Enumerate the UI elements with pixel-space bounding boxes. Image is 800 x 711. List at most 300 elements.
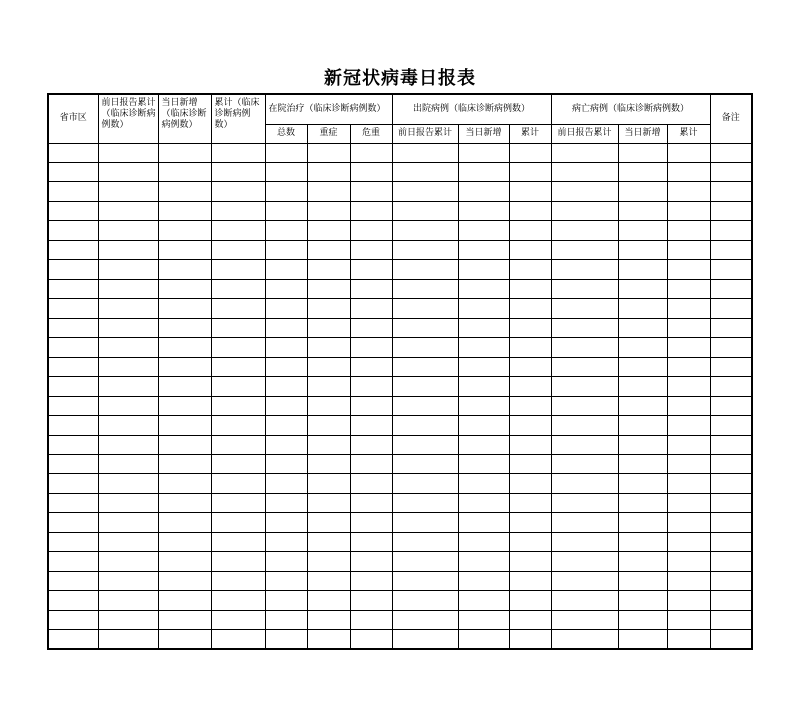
table-cell[interactable] [458,279,509,298]
table-cell[interactable] [710,221,752,240]
table-cell[interactable] [48,435,98,454]
table-cell[interactable] [265,416,307,435]
table-cell[interactable] [158,571,211,590]
table-cell[interactable] [211,396,265,415]
table-cell[interactable] [307,143,350,162]
table-cell[interactable] [551,630,618,649]
table-cell[interactable] [551,571,618,590]
table-cell[interactable] [551,201,618,220]
table-cell[interactable] [98,377,158,396]
table-cell[interactable] [710,377,752,396]
table-cell[interactable] [618,338,667,357]
table-cell[interactable] [667,591,710,610]
table-cell[interactable] [509,240,551,259]
table-cell[interactable] [307,162,350,181]
table-cell[interactable] [392,182,458,201]
table-cell[interactable] [265,162,307,181]
table-cell[interactable] [48,396,98,415]
table-cell[interactable] [551,240,618,259]
table-cell[interactable] [618,201,667,220]
table-cell[interactable] [350,377,392,396]
table-cell[interactable] [211,474,265,493]
table-cell[interactable] [350,630,392,649]
table-cell[interactable] [350,240,392,259]
table-cell[interactable] [158,162,211,181]
table-cell[interactable] [350,513,392,532]
table-cell[interactable] [618,240,667,259]
table-cell[interactable] [392,416,458,435]
table-cell[interactable] [392,513,458,532]
table-cell[interactable] [158,260,211,279]
table-cell[interactable] [98,338,158,357]
table-cell[interactable] [710,260,752,279]
table-cell[interactable] [265,201,307,220]
table-cell[interactable] [307,201,350,220]
table-cell[interactable] [392,630,458,649]
table-cell[interactable] [392,493,458,512]
table-cell[interactable] [265,240,307,259]
table-cell[interactable] [158,143,211,162]
table-cell[interactable] [509,377,551,396]
table-cell[interactable] [48,630,98,649]
table-cell[interactable] [265,493,307,512]
table-cell[interactable] [48,299,98,318]
table-cell[interactable] [98,162,158,181]
table-cell[interactable] [509,416,551,435]
table-cell[interactable] [392,318,458,337]
table-cell[interactable] [710,416,752,435]
table-cell[interactable] [551,143,618,162]
table-cell[interactable] [48,221,98,240]
table-cell[interactable] [551,338,618,357]
table-cell[interactable] [158,532,211,551]
table-cell[interactable] [551,396,618,415]
table-cell[interactable] [350,610,392,629]
table-cell[interactable] [48,182,98,201]
table-cell[interactable] [48,571,98,590]
table-cell[interactable] [98,571,158,590]
table-cell[interactable] [98,396,158,415]
table-cell[interactable] [509,591,551,610]
table-cell[interactable] [667,162,710,181]
table-cell[interactable] [98,532,158,551]
table-cell[interactable] [509,630,551,649]
table-cell[interactable] [458,610,509,629]
table-cell[interactable] [98,201,158,220]
table-cell[interactable] [392,474,458,493]
table-cell[interactable] [98,513,158,532]
table-cell[interactable] [211,435,265,454]
table-cell[interactable] [392,591,458,610]
table-cell[interactable] [265,474,307,493]
table-cell[interactable] [710,182,752,201]
table-cell[interactable] [265,455,307,474]
table-cell[interactable] [307,182,350,201]
table-cell[interactable] [618,182,667,201]
table-cell[interactable] [265,435,307,454]
table-cell[interactable] [458,201,509,220]
table-cell[interactable] [350,338,392,357]
table-cell[interactable] [458,532,509,551]
table-cell[interactable] [211,240,265,259]
table-cell[interactable] [98,260,158,279]
table-cell[interactable] [458,162,509,181]
table-cell[interactable] [211,630,265,649]
table-cell[interactable] [307,513,350,532]
table-cell[interactable] [48,318,98,337]
table-cell[interactable] [667,299,710,318]
table-cell[interactable] [350,182,392,201]
table-cell[interactable] [392,260,458,279]
table-cell[interactable] [710,474,752,493]
table-cell[interactable] [509,221,551,240]
table-cell[interactable] [551,318,618,337]
table-cell[interactable] [211,493,265,512]
table-cell[interactable] [265,396,307,415]
table-cell[interactable] [710,630,752,649]
table-cell[interactable] [211,279,265,298]
table-cell[interactable] [509,610,551,629]
table-cell[interactable] [211,201,265,220]
table-cell[interactable] [350,162,392,181]
table-cell[interactable] [667,240,710,259]
table-cell[interactable] [618,299,667,318]
table-cell[interactable] [392,279,458,298]
table-cell[interactable] [350,260,392,279]
table-cell[interactable] [667,318,710,337]
table-cell[interactable] [458,416,509,435]
table-cell[interactable] [98,474,158,493]
table-cell[interactable] [350,201,392,220]
table-cell[interactable] [98,630,158,649]
table-cell[interactable] [667,201,710,220]
table-cell[interactable] [48,338,98,357]
table-cell[interactable] [458,474,509,493]
table-cell[interactable] [509,435,551,454]
table-cell[interactable] [158,416,211,435]
table-cell[interactable] [158,591,211,610]
table-cell[interactable] [307,474,350,493]
table-cell[interactable] [458,377,509,396]
table-cell[interactable] [307,260,350,279]
table-cell[interactable] [158,182,211,201]
table-cell[interactable] [98,318,158,337]
table-cell[interactable] [667,143,710,162]
table-cell[interactable] [350,143,392,162]
table-cell[interactable] [307,240,350,259]
table-cell[interactable] [551,513,618,532]
table-cell[interactable] [458,240,509,259]
table-cell[interactable] [158,299,211,318]
table-cell[interactable] [551,552,618,571]
table-cell[interactable] [98,240,158,259]
table-cell[interactable] [551,182,618,201]
table-cell[interactable] [350,474,392,493]
table-cell[interactable] [307,416,350,435]
table-cell[interactable] [350,221,392,240]
table-cell[interactable] [211,513,265,532]
table-cell[interactable] [48,552,98,571]
table-cell[interactable] [551,493,618,512]
table-cell[interactable] [551,377,618,396]
table-cell[interactable] [265,299,307,318]
table-cell[interactable] [158,513,211,532]
table-cell[interactable] [307,221,350,240]
table-cell[interactable] [618,416,667,435]
table-cell[interactable] [307,299,350,318]
table-cell[interactable] [667,455,710,474]
table-cell[interactable] [158,493,211,512]
table-cell[interactable] [710,162,752,181]
table-cell[interactable] [307,377,350,396]
table-cell[interactable] [350,357,392,376]
table-cell[interactable] [458,513,509,532]
table-cell[interactable] [48,416,98,435]
table-cell[interactable] [98,416,158,435]
table-cell[interactable] [551,279,618,298]
table-cell[interactable] [98,279,158,298]
table-cell[interactable] [509,474,551,493]
table-cell[interactable] [458,455,509,474]
table-cell[interactable] [667,513,710,532]
table-cell[interactable] [158,240,211,259]
table-cell[interactable] [458,260,509,279]
table-cell[interactable] [307,630,350,649]
table-cell[interactable] [48,201,98,220]
table-cell[interactable] [392,435,458,454]
table-cell[interactable] [710,571,752,590]
table-cell[interactable] [458,338,509,357]
table-cell[interactable] [618,571,667,590]
table-cell[interactable] [350,279,392,298]
table-cell[interactable] [265,513,307,532]
table-cell[interactable] [667,571,710,590]
table-cell[interactable] [350,552,392,571]
table-cell[interactable] [551,474,618,493]
table-cell[interactable] [158,630,211,649]
table-cell[interactable] [710,552,752,571]
table-cell[interactable] [211,338,265,357]
table-cell[interactable] [307,610,350,629]
table-cell[interactable] [667,357,710,376]
table-cell[interactable] [710,279,752,298]
table-cell[interactable] [392,396,458,415]
table-cell[interactable] [158,396,211,415]
table-cell[interactable] [392,299,458,318]
table-cell[interactable] [618,279,667,298]
table-cell[interactable] [98,221,158,240]
table-cell[interactable] [265,591,307,610]
table-cell[interactable] [211,357,265,376]
table-cell[interactable] [211,318,265,337]
table-cell[interactable] [211,162,265,181]
table-cell[interactable] [265,532,307,551]
table-cell[interactable] [307,396,350,415]
table-cell[interactable] [211,143,265,162]
table-cell[interactable] [710,455,752,474]
table-cell[interactable] [350,455,392,474]
table-cell[interactable] [618,435,667,454]
table-cell[interactable] [458,299,509,318]
table-cell[interactable] [509,571,551,590]
table-cell[interactable] [265,338,307,357]
table-cell[interactable] [618,474,667,493]
table-cell[interactable] [307,279,350,298]
table-cell[interactable] [158,435,211,454]
table-cell[interactable] [509,201,551,220]
table-cell[interactable] [551,435,618,454]
table-cell[interactable] [509,162,551,181]
table-cell[interactable] [48,357,98,376]
table-cell[interactable] [392,221,458,240]
table-cell[interactable] [509,493,551,512]
table-cell[interactable] [509,552,551,571]
table-cell[interactable] [307,493,350,512]
table-cell[interactable] [710,143,752,162]
table-cell[interactable] [509,182,551,201]
table-cell[interactable] [48,610,98,629]
table-cell[interactable] [48,279,98,298]
table-cell[interactable] [509,279,551,298]
table-cell[interactable] [158,318,211,337]
table-cell[interactable] [509,299,551,318]
table-cell[interactable] [350,591,392,610]
table-cell[interactable] [551,591,618,610]
table-cell[interactable] [667,610,710,629]
table-cell[interactable] [392,610,458,629]
table-cell[interactable] [551,610,618,629]
table-cell[interactable] [551,357,618,376]
table-cell[interactable] [458,396,509,415]
table-cell[interactable] [48,143,98,162]
table-cell[interactable] [458,318,509,337]
table-cell[interactable] [307,357,350,376]
table-cell[interactable] [710,435,752,454]
table-cell[interactable] [509,338,551,357]
table-cell[interactable] [667,260,710,279]
table-cell[interactable] [98,552,158,571]
table-cell[interactable] [48,474,98,493]
table-cell[interactable] [98,299,158,318]
table-cell[interactable] [211,552,265,571]
table-cell[interactable] [158,377,211,396]
table-cell[interactable] [551,299,618,318]
table-cell[interactable] [350,299,392,318]
table-cell[interactable] [265,630,307,649]
table-cell[interactable] [48,240,98,259]
table-cell[interactable] [618,221,667,240]
table-cell[interactable] [265,318,307,337]
table-cell[interactable] [350,571,392,590]
table-cell[interactable] [98,610,158,629]
table-cell[interactable] [509,396,551,415]
table-cell[interactable] [392,240,458,259]
table-cell[interactable] [458,552,509,571]
table-cell[interactable] [392,162,458,181]
table-cell[interactable] [307,552,350,571]
table-cell[interactable] [392,143,458,162]
table-cell[interactable] [211,416,265,435]
table-cell[interactable] [509,513,551,532]
table-cell[interactable] [265,143,307,162]
table-cell[interactable] [158,201,211,220]
table-cell[interactable] [98,143,158,162]
table-cell[interactable] [158,552,211,571]
table-cell[interactable] [211,299,265,318]
table-cell[interactable] [710,610,752,629]
table-cell[interactable] [667,493,710,512]
table-cell[interactable] [350,493,392,512]
table-cell[interactable] [618,610,667,629]
table-cell[interactable] [458,357,509,376]
table-cell[interactable] [618,143,667,162]
table-cell[interactable] [667,396,710,415]
table-cell[interactable] [509,357,551,376]
table-cell[interactable] [458,571,509,590]
table-cell[interactable] [350,318,392,337]
table-cell[interactable] [158,474,211,493]
table-cell[interactable] [307,532,350,551]
table-cell[interactable] [158,357,211,376]
table-cell[interactable] [551,162,618,181]
table-cell[interactable] [509,318,551,337]
table-cell[interactable] [710,396,752,415]
table-cell[interactable] [458,435,509,454]
table-cell[interactable] [307,591,350,610]
table-cell[interactable] [710,513,752,532]
table-cell[interactable] [265,377,307,396]
table-cell[interactable] [98,591,158,610]
table-cell[interactable] [667,377,710,396]
table-cell[interactable] [618,455,667,474]
table-cell[interactable] [158,279,211,298]
table-cell[interactable] [158,455,211,474]
table-cell[interactable] [618,493,667,512]
table-cell[interactable] [48,493,98,512]
table-cell[interactable] [667,338,710,357]
table-cell[interactable] [618,260,667,279]
table-cell[interactable] [392,455,458,474]
table-cell[interactable] [265,357,307,376]
table-cell[interactable] [392,201,458,220]
table-cell[interactable] [710,299,752,318]
table-cell[interactable] [211,571,265,590]
table-cell[interactable] [98,435,158,454]
table-cell[interactable] [667,279,710,298]
table-cell[interactable] [618,532,667,551]
table-cell[interactable] [618,318,667,337]
table-cell[interactable] [98,357,158,376]
table-cell[interactable] [158,338,211,357]
table-cell[interactable] [307,338,350,357]
table-cell[interactable] [710,591,752,610]
table-cell[interactable] [551,260,618,279]
table-cell[interactable] [509,455,551,474]
table-cell[interactable] [667,630,710,649]
table-cell[interactable] [265,552,307,571]
table-cell[interactable] [509,143,551,162]
table-cell[interactable] [265,279,307,298]
table-cell[interactable] [392,357,458,376]
table-cell[interactable] [307,435,350,454]
table-cell[interactable] [667,532,710,551]
table-cell[interactable] [667,552,710,571]
table-cell[interactable] [48,455,98,474]
table-cell[interactable] [667,182,710,201]
table-cell[interactable] [211,591,265,610]
table-cell[interactable] [265,571,307,590]
table-cell[interactable] [350,396,392,415]
